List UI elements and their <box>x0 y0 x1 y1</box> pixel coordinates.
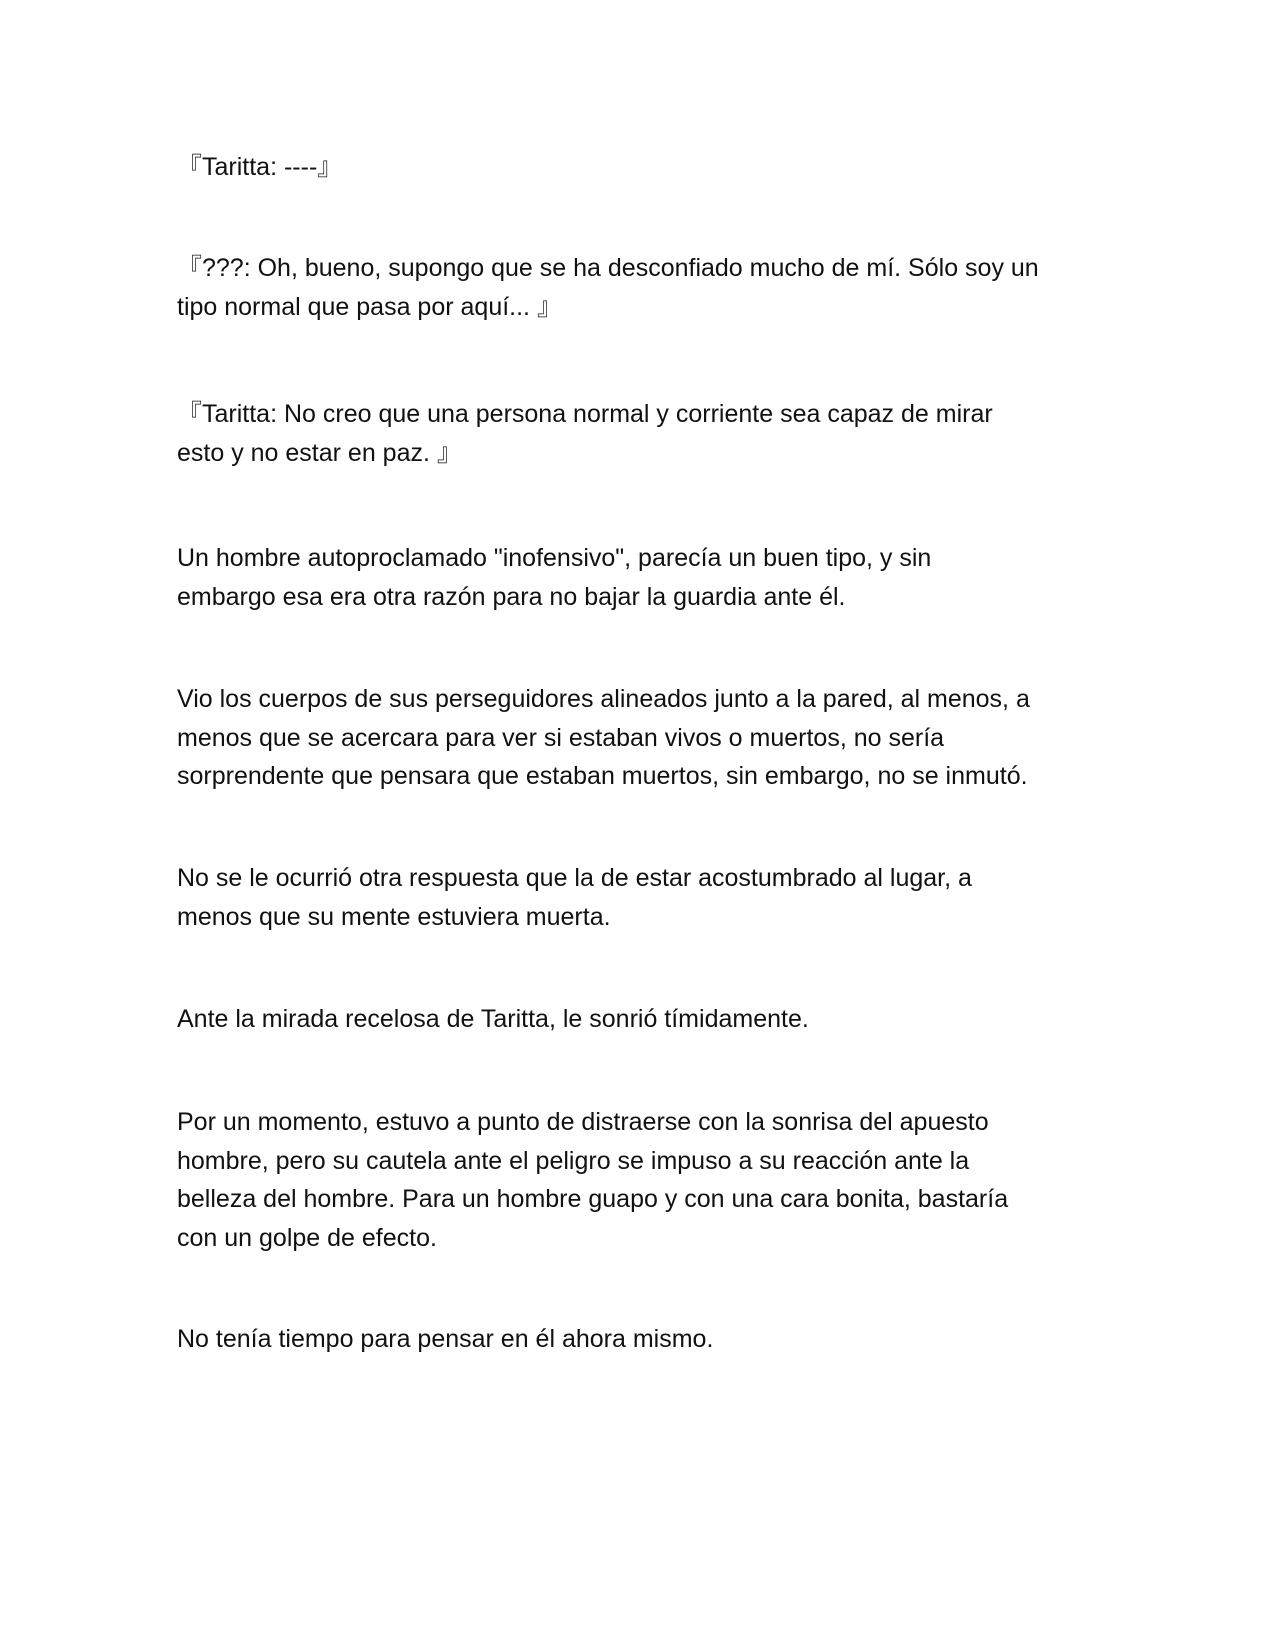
dialogue-taritta-1 <box>177 148 1097 187</box>
text-line: hombre, pero su cautela ante el peligro se impuso a su reacción ante la <box>177 1146 970 1175</box>
narration-paragraph <box>177 1000 1097 1039</box>
text-line: tipo normal que pasa por aquí... 』 <box>177 292 562 321</box>
text-line: 『???: Oh, bueno, supongo que se ha desconfiado mucho de mí. Sólo soy un <box>177 254 1039 282</box>
text-line: menos que se acercara para ver si estaban vivos o muertos, no sería <box>177 723 945 752</box>
text-line: Vio los cuerpos de sus perseguidores alineados junto a la pared, al menos, a <box>177 685 1030 713</box>
text-line: No se le ocurrió otra respuesta que la de estar acostumbrado al lugar, a <box>177 864 972 892</box>
text-line: embargo esa era otra razón para no bajar la guardia ante él. <box>177 582 846 611</box>
text-line: 『Taritta: No creo que una persona normal y corriente sea capaz de mirar <box>177 400 993 428</box>
narration-paragraph <box>177 680 1097 796</box>
text-line: belleza del hombre. Para un hombre guapo y con una cara bonita, bastaría <box>177 1185 1009 1213</box>
text-line: Ante la mirada recelosa de Taritta, le sonrió tímidamente. <box>177 1005 809 1033</box>
narration-paragraph <box>177 1320 1097 1359</box>
narration-paragraph <box>177 859 1097 936</box>
dialogue-stranger <box>177 249 1097 326</box>
narration-paragraph <box>177 1103 1097 1257</box>
text-line: 『Taritta: ----』 <box>177 153 343 181</box>
dialogue-taritta-2 <box>177 395 1097 472</box>
text-line: sorprendente que pensara que estaban muertos, sin embargo, no se inmutó. <box>177 762 1028 790</box>
narration-paragraph <box>177 539 1097 616</box>
text-line: Por un momento, estuvo a punto de distraerse con la sonrisa del apuesto <box>177 1108 989 1136</box>
text-line: con un golpe de efecto. <box>177 1223 437 1252</box>
text-line: menos que su mente estuviera muerta. <box>177 902 611 931</box>
text-line: Un hombre autoproclamado "inofensivo", parecía un buen tipo, y sin <box>177 544 932 572</box>
text-line: esto y no estar en paz. 』 <box>177 438 462 467</box>
text-line: No tenía tiempo para pensar en él ahora mismo. <box>177 1325 714 1353</box>
